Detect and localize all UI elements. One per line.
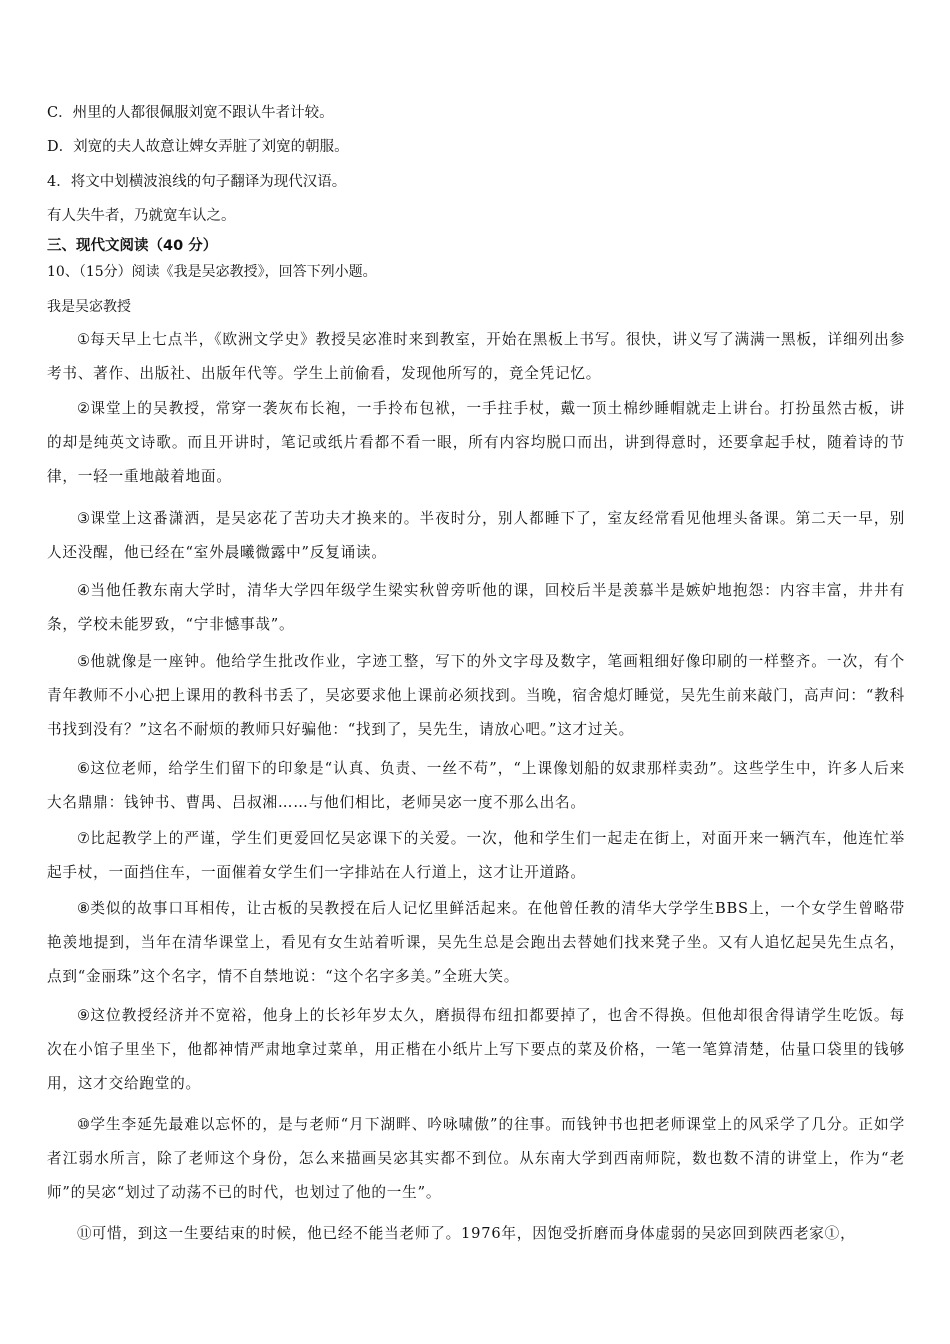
- paragraph-7: [47, 822, 905, 890]
- question-10-prompt: 10、（15分）阅读《我是吴宓教授》，回答下列小题。: [47, 264, 377, 280]
- paragraph-number: ⑧: [77, 900, 91, 917]
- paragraph-2: [47, 392, 905, 495]
- paragraph-text: 学生李延先最难以忘怀的，是与老师“月下湖畔、吟咏啸傲”的往事。而钱钟书也把老师课堂上的风采学了几分。正如学者江弱水所言，除了老师这个身份，怎么来描画吴宓其实都不到位。从东南大学到西南师院，数也数不清的讲堂上，作为“老师”的吴宓“划过了动荡不已的时代，也划过了他的一生”。: [47, 1116, 905, 1202]
- paragraph-number: ②: [77, 400, 91, 417]
- paragraph-9: [47, 999, 905, 1102]
- paragraph-number: ⑦: [77, 830, 91, 847]
- paragraph-8: [47, 892, 905, 995]
- question-4-prompt: 4．将文中划横波浪线的句子翻译为现代汉语。: [47, 174, 347, 190]
- option-d: D．刘宽的夫人故意让婢女弄脏了刘宽的朝服。: [47, 139, 349, 155]
- paragraph-number: ⑩: [77, 1116, 91, 1133]
- paragraph-5: [47, 645, 905, 748]
- paragraph-text: 他就像是一座钟。他给学生批改作业，字迹工整，写下的外文字母及数字，笔画粗细好像印刷的一样整齐。一次，有个青年教师不小心把上课用的教科书丢了，吴宓要求他上课前必须找到。当晚，宿舍熄灯睡觉，吴先生前来敲门，高声问：“教科书找到没有？”这名不耐烦的教师只好骗他：“找到了，吴先生，请放心吧。”这才过关。: [47, 653, 905, 739]
- paragraph-text: 类似的故事口耳相传，让古板的吴教授在后人记忆里鲜活起来。在他曾任教的清华大学学生BBS上，一个女学生曾略带艳羡地提到，当年在清华课堂上，看见有女生站着听课，吴先生总是会跑出去替她们找来凳子坐。又有人追忆起吴先生点名，点到“金丽珠”这个名字，情不自禁地说：“这个名字多美。”全班大笑。: [47, 900, 905, 986]
- paragraph-text: 比起教学上的严谨，学生们更爱回忆吴宓课下的关爱。一次，他和学生们一起走在街上，对面开来一辆汽车，他连忙举起手杖，一面挡住车，一面催着女学生们一字排站在人行道上，这才让开道路。: [47, 830, 905, 882]
- paragraph-3: [47, 502, 905, 570]
- question-4-sentence: 有人失牛者，乃就宽车认之。: [47, 208, 236, 224]
- paragraph-1: [47, 323, 905, 391]
- paragraph-10: [47, 1108, 905, 1211]
- paragraph-text: 这位老师，给学生们留下的印象是“认真、负责、一丝不苟”，“上课像划船的奴隶那样卖劲”。这些学生中，许多人后来大名鼎鼎：钱钟书、曹禺、吕叔湘……与他们相比，老师吴宓一度不那么出名。: [47, 760, 905, 812]
- paragraph-text: 可惜，到这一生要结束的时候，他已经不能当老师了。1976年，因饱受折磨而身体虚弱的吴宓回到陕西老家①，: [91, 1225, 856, 1242]
- paragraph-number: ④: [77, 582, 91, 599]
- paragraph-number: ⑥: [77, 760, 91, 777]
- paragraph-6: [47, 752, 905, 820]
- section-heading: 三、现代文阅读（40 分）: [47, 238, 218, 254]
- paragraph-11: [47, 1217, 905, 1251]
- paragraph-number: ③: [77, 510, 91, 527]
- article-title: 我是吴宓教授: [47, 299, 131, 315]
- paragraph-number: ①: [77, 331, 91, 348]
- paragraph-text: 每天早上七点半，《欧洲文学史》教授吴宓准时来到教室，开始在黑板上书写。很快，讲义写了满满一黑板，详细列出参考书、著作、出版社、出版年代等。学生上前偷看，发现他所写的，竟全凭记忆。: [47, 331, 905, 383]
- paragraph-4: [47, 574, 905, 642]
- option-c: C．州里的人都很佩服刘宽不跟认牛者计较。: [47, 105, 334, 121]
- paragraph-number: ⑪: [77, 1225, 92, 1242]
- paragraph-text: 课堂上这番潇洒，是吴宓花了苦功夫才换来的。半夜时分，别人都睡下了，室友经常看见他埋头备课。第二天一早，别人还没醒，他已经在“室外晨曦微露中”反复诵读。: [47, 510, 905, 562]
- paragraph-number: ⑨: [77, 1007, 91, 1024]
- paragraph-text: 课堂上的吴教授，常穿一袭灰布长袍，一手拎布包袱，一手拄手杖，戴一顶土棉纱睡帽就走上讲台。打扮虽然古板，讲的却是纯英文诗歌。而且开讲时，笔记或纸片看都不看一眼，所有内容均脱口而出，讲到得意时，还要拿起手杖，随着诗的节律，一轻一重地敲着地面。: [47, 400, 905, 486]
- paragraph-text: 当他任教东南大学时，清华大学四年级学生梁实秋曾旁听他的课，回校后半是羡慕半是嫉妒地抱怨：内容丰富，井井有条，学校未能罗致，“宁非憾事哉”。: [47, 582, 905, 634]
- paragraph-text: 这位教授经济并不宽裕，他身上的长衫年岁太久，磨损得布纽扣都要掉了，也舍不得换。但他却很舍得请学生吃饭。每次在小馆子里坐下，他都神情严肃地拿过菜单，用正楷在小纸片上写下要点的菜及价格，一笔一笔算清楚，估量口袋里的钱够用，这才交给跑堂的。: [47, 1007, 905, 1093]
- paragraph-number: ⑤: [77, 653, 91, 670]
